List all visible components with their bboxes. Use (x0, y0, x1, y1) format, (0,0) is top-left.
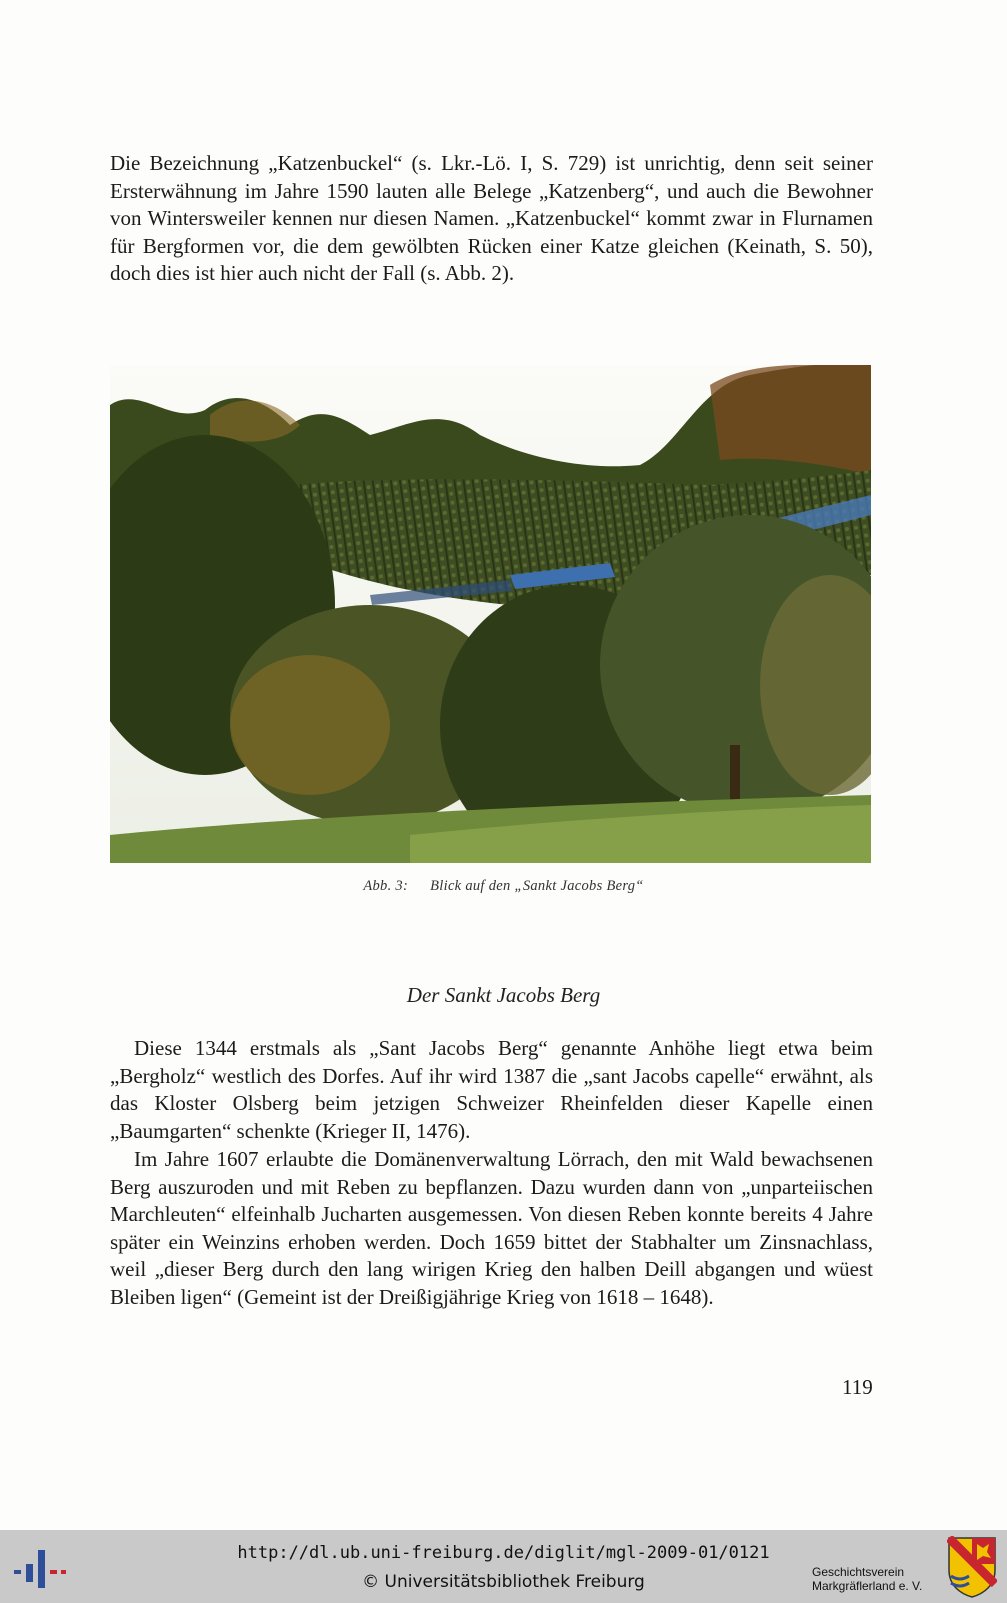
section-heading: Der Sankt Jacobs Berg (406, 983, 601, 1007)
society-name (812, 1565, 922, 1593)
vineyard-photo-illustration (110, 365, 871, 863)
copyright-notice: © Universitätsbibliothek Freiburg (362, 1572, 645, 1592)
body-paragraph-2: Im Jahre 1607 erlaubte die Domänenverwaltung Lörrach, den mit Wald bewachsenen Berg auszuroden und mit Reben zu bepflanzen. Dazu wurden dann von „unparteiischen Marchleuten“ elfeinhalb Jucharten ausgemessen. Von diesen Reben konnte bereits 4 Jahre später ein Weinzins erhoben werden. Doch 1659 bittet der Stabhalter um Zinsnachlass, weil „dieser Berg durch den lang wirigen Krieg den halben Deill abgangen und wüest Bleiben ligen“ (Gemeint ist der Dreißigjährige Krieg von 1618 – 1648). (110, 1147, 873, 1309)
intro-paragraph: Die Bezeichnung „Katzenbuckel“ (s. Lkr.-Lö. I, S. 729) ist unrichtig, denn seit seiner Ersterwähnung im Jahre 1590 lauten alle Belege „Katzenberg“, und auch die Bewohner von Wintersweiler kennen nur diesen Namen. „Katzenbuckel“ kommt zwar in Flurnamen für Bergformen vor, die dem gewölbten Rücken einer Katze gleichen (Keinath, S. 50), doch dies ist hier auch nicht der Fall (s. Abb. 2). (110, 151, 873, 285)
page-number: 119 (842, 1375, 873, 1399)
society-line-2: Markgräflerland e. V. (812, 1579, 923, 1593)
viewer-footer (0, 1530, 1007, 1603)
figure-photo (110, 365, 871, 863)
figure-label: Abb. 3: (363, 878, 409, 894)
figure-caption (0, 878, 1007, 895)
document-url[interactable]: http://dl.ub.uni-freiburg.de/diglit/mgl-2009-01/0121 (237, 1543, 770, 1563)
coat-of-arms-icon (947, 1536, 997, 1598)
society-line-1: Geschichtsverein (812, 1565, 905, 1579)
figure-caption-text: Blick auf den „Sankt Jacobs Berg“ (430, 878, 644, 894)
body-paragraph-1: Diese 1344 erstmals als „Sant Jacobs Berg“ genannte Anhöhe liegt etwa beim „Bergholz“ westlich des Dorfes. Auf ihr wird 1387 die „sant Jacobs capelle“ erwähnt, als das Kloster Olsberg beim jetzigen Schweizer Rheinfelden dieser Kapelle einen „Baumgarten“ schenkte (Krieger II, 1476). (110, 1036, 873, 1143)
